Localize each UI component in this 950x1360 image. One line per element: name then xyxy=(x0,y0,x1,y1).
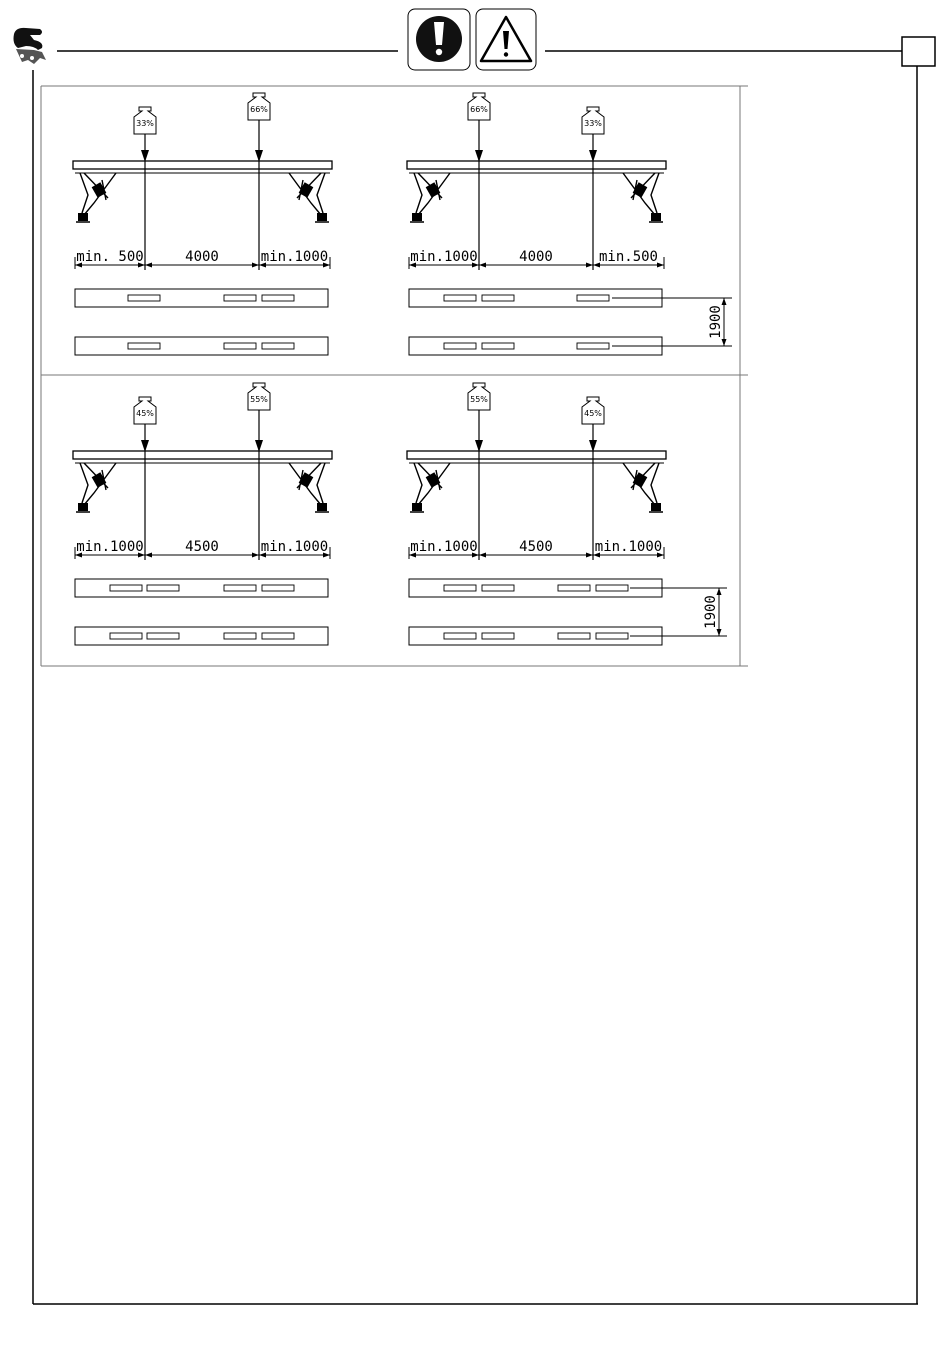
load-percent-label: 55% xyxy=(250,395,268,404)
scissor-leg xyxy=(289,463,329,512)
wheel-slot xyxy=(147,585,179,591)
wheel-slot xyxy=(444,343,476,349)
load-weight-right xyxy=(248,93,270,270)
wheel-slot xyxy=(224,343,256,349)
wheel-slot xyxy=(128,343,160,349)
dimension-arrowhead xyxy=(657,263,664,268)
diagram-panels xyxy=(73,93,666,645)
wheel-slot xyxy=(110,633,142,639)
wheel-slot xyxy=(262,343,294,349)
load-percent-label: 55% xyxy=(470,395,488,404)
load-weight-left xyxy=(134,397,156,560)
track-spacing-label: 1900 xyxy=(703,595,719,629)
load-percent-label: 66% xyxy=(250,105,268,114)
scissor-leg xyxy=(410,173,450,222)
load-weight-right xyxy=(248,383,270,560)
dimension-mid-label: 4000 xyxy=(519,249,553,265)
wheel-slot xyxy=(482,585,514,591)
wheel-slot xyxy=(558,585,590,591)
wheel-slot xyxy=(224,633,256,639)
scissor-leg xyxy=(289,173,329,222)
scissor-leg xyxy=(410,463,450,512)
panel-2 xyxy=(407,93,666,355)
wheel-slot xyxy=(577,295,609,301)
load-percent-label: 33% xyxy=(584,119,602,128)
page-number-box xyxy=(902,37,935,66)
wheel-slot xyxy=(224,295,256,301)
dimension-arrowhead xyxy=(479,553,486,558)
wheel-slot xyxy=(128,295,160,301)
dimension-arrowhead xyxy=(479,263,486,268)
dimension-arrowhead xyxy=(252,263,259,268)
wheel-slot xyxy=(147,633,179,639)
panel-3 xyxy=(73,383,332,645)
load-arrowhead xyxy=(255,150,263,162)
load-arrowhead xyxy=(141,150,149,162)
scissor-leg xyxy=(623,173,663,222)
wheel-slot xyxy=(482,343,514,349)
wheel-slot xyxy=(444,633,476,639)
load-arrowhead xyxy=(475,440,483,452)
dimension-left-label: min.1000 xyxy=(410,539,478,555)
dimension-arrowhead xyxy=(252,553,259,558)
load-arrowhead xyxy=(141,440,149,452)
dimension-right-label: min.1000 xyxy=(260,249,329,265)
runway-track xyxy=(75,579,328,597)
load-weight-right xyxy=(582,397,604,560)
wheel-slot xyxy=(262,585,294,591)
dimension-left-label: min.1000 xyxy=(76,539,144,555)
load-weight-left xyxy=(468,93,490,270)
runway-track xyxy=(409,627,662,645)
scissor-leg xyxy=(76,173,116,222)
lift-platform xyxy=(73,161,332,169)
dimension-mid-label: 4500 xyxy=(185,539,219,555)
wheel-slot xyxy=(444,295,476,301)
panel-1 xyxy=(73,93,332,355)
lift-platform xyxy=(73,451,332,459)
wheel-slot xyxy=(224,585,256,591)
dimension-arrowhead xyxy=(145,553,152,558)
scissor-leg xyxy=(76,463,116,512)
dimension-right-label: min.1000 xyxy=(594,539,663,555)
track-spacing-label: 1900 xyxy=(708,305,724,339)
load-percent-label: 33% xyxy=(136,119,154,128)
dimension-left-label: min.1000 xyxy=(410,249,478,265)
wheel-slot xyxy=(558,633,590,639)
load-arrowhead xyxy=(255,440,263,452)
panel-4 xyxy=(407,383,666,645)
wheel-slot xyxy=(110,585,142,591)
dimension-right-label: min.1000 xyxy=(260,539,329,555)
runway-track xyxy=(75,337,328,355)
wheel-slot xyxy=(444,585,476,591)
dimension-arrowhead xyxy=(586,553,593,558)
runway-track xyxy=(409,579,662,597)
dimension-right-label: min.500 xyxy=(598,249,659,265)
wheel-slot xyxy=(596,585,628,591)
wheel-slot xyxy=(577,343,609,349)
scissor-leg xyxy=(623,463,663,512)
hand-icon xyxy=(14,28,47,64)
wheel-slot xyxy=(596,633,628,639)
runway-track xyxy=(75,289,328,307)
warning-triangle-icon xyxy=(476,9,536,70)
load-percent-label: 45% xyxy=(584,409,602,418)
wheel-slot xyxy=(262,295,294,301)
runway-track xyxy=(75,627,328,645)
load-percent-label: 45% xyxy=(136,409,154,418)
load-percent-label: 66% xyxy=(470,105,488,114)
load-arrowhead xyxy=(589,440,597,452)
exclamation-icon xyxy=(408,9,470,70)
dimension-mid-label: 4500 xyxy=(519,539,553,555)
lift-platform xyxy=(407,451,666,459)
wheel-slot xyxy=(262,633,294,639)
dimension-left-label: min. 500 xyxy=(76,249,144,265)
load-arrowhead xyxy=(589,150,597,162)
wheel-slot xyxy=(482,633,514,639)
lift-platform xyxy=(407,161,666,169)
dimension-arrowhead xyxy=(586,263,593,268)
load-weight-left xyxy=(134,107,156,270)
dimension-arrowhead xyxy=(145,263,152,268)
load-weight-left xyxy=(468,383,490,560)
load-weight-right xyxy=(582,107,604,270)
wheel-slot xyxy=(482,295,514,301)
dimension-mid-label: 4000 xyxy=(185,249,219,265)
load-arrowhead xyxy=(475,150,483,162)
